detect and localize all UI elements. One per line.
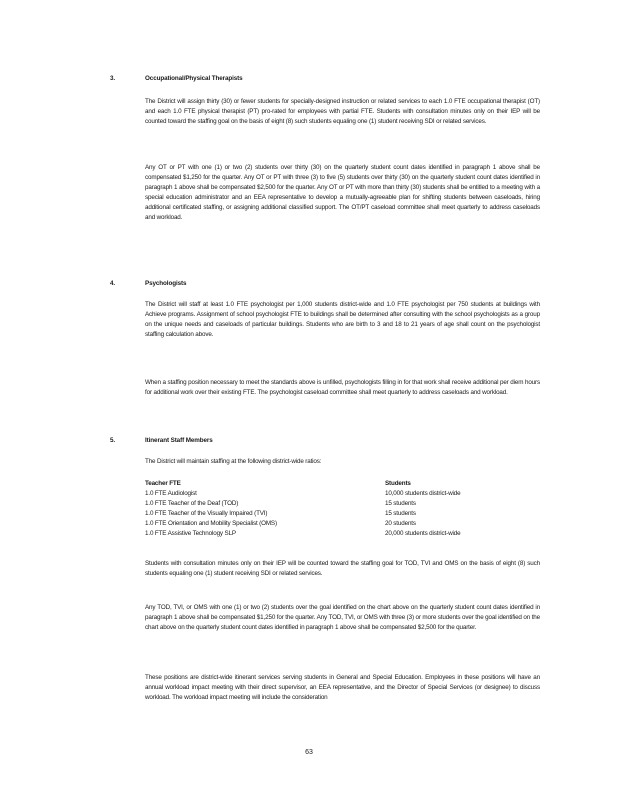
table-cell: 15 students bbox=[385, 500, 416, 507]
section-heading: Itinerant Staff Members bbox=[145, 437, 213, 444]
section-number: 5. bbox=[110, 437, 116, 444]
table-cell: 1.0 FTE Audiologist bbox=[145, 490, 197, 497]
table-row bbox=[145, 529, 540, 539]
section-number: 3. bbox=[110, 75, 116, 82]
table-header-cell: Students bbox=[385, 480, 411, 487]
staffing-ratio-table bbox=[145, 479, 540, 539]
body-paragraph: The District will staff at least 1.0 FTE psychologist per 1,000 students district-wide and 1.0 FTE psychologist per 750 students at buildings with Achieve programs. Assignment of school psychologist FTE to buildings shall be determined after consulting with the school psychologists as a group on the unique needs and caseloads of particular buildings. Students who are birth to 3 and 18 to 21 years of age shall count on the psychologist staffing calculation above. bbox=[145, 301, 540, 338]
body-paragraph: The District will maintain staffing at the following district-wide ratios: bbox=[145, 458, 322, 465]
table-header-row bbox=[145, 479, 540, 489]
body-paragraph: When a staffing position necessary to meet the standards above is unfilled, psychologists filling in for that work shall receive additional per diem hours for additional work over their existing FTE. The psychologist caseload committee shall meet quarterly to address caseloads and workload. bbox=[145, 379, 540, 396]
section-heading: Psychologists bbox=[145, 280, 187, 287]
table-cell: 1.0 FTE Teacher of the Deaf (TOD) bbox=[145, 500, 239, 507]
table-cell: 1.0 FTE Teacher of the Visually Impaired (TVI) bbox=[145, 510, 268, 517]
table-row bbox=[145, 499, 540, 509]
body-paragraph: Any TOD, TVI, or OMS with one (1) or two (2) students over the goal identified on the chart above on the quarterly student count dates identified in paragraph 1 above shall be compensated $1,250 for the quarter. Any TOD, TVI, or OMS with three (3) or more students over the goal identified on the chart above on the quarterly student count dates identified in paragraph 1 above shall be compensated $2,500 for the quarter. bbox=[145, 604, 540, 631]
table-cell: 10,000 students district-wide bbox=[385, 490, 461, 497]
table-row bbox=[145, 509, 540, 519]
table-cell: 1.0 FTE Assistive Technology SLP bbox=[145, 530, 236, 537]
table-row bbox=[145, 489, 540, 499]
table-header-cell: Teacher FTE bbox=[145, 480, 181, 487]
table-cell: 20 students bbox=[385, 520, 416, 527]
table-row bbox=[145, 519, 540, 529]
table-cell: 20,000 students district-wide bbox=[385, 530, 461, 537]
body-paragraph: Students with consultation minutes only on their IEP will be counted toward the staffing goal for TOD, TVI and OMS on the basis of eight (8) such students equaling one (1) student receiving SDI or related services. bbox=[145, 560, 540, 577]
section-number: 4. bbox=[110, 280, 116, 287]
body-paragraph: These positions are district-wide itinerant services serving students in General and Special Education. Employees in these positions will have an annual workload impact meeting with their direct supervisor, an EEA representative, and the Director of Special Services (or designee) to discuss workload. The workload impact meeting will include the consideration bbox=[145, 674, 540, 701]
table-cell: 15 students bbox=[385, 510, 416, 517]
page-number: 63 bbox=[305, 749, 313, 756]
table-cell: 1.0 FTE Orientation and Mobility Specialist (OMS) bbox=[145, 520, 277, 527]
body-paragraph: The District will assign thirty (30) or fewer students for specially-designed instruction or related services to each 1.0 FTE occupational therapist (OT) and each 1.0 FTE physical therapist (PT) pro-rated for employees with partial FTE. Students with consultation minutes only on their IEP will be counted toward the staffing goal on the basis of eight (8) such students equaling one (1) student receiving SDI or related services. bbox=[145, 98, 540, 125]
body-paragraph: Any OT or PT with one (1) or two (2) students over thirty (30) on the quarterly student count dates identified in paragraph 1 above shall be compensated $1,250 for the quarter. Any OT or PT with three (3) to five (5) students over thirty (30) on the quarterly student count dates identified in paragraph 1 above shall be compensated $2,500 for the quarter. Any OT or PT with more than thirty (30) students shall be entitled to a meeting with a special education administrator and an EEA representative to develop a mutually-agreeable plan for shifting students between caseloads, hiring additional certificated staffing, or assigning additional classified support. The OT/PT caseload committee shall meet quarterly to address caseloads and workload. bbox=[145, 164, 540, 221]
section-heading: Occupational/Physical Therapists bbox=[145, 75, 243, 82]
